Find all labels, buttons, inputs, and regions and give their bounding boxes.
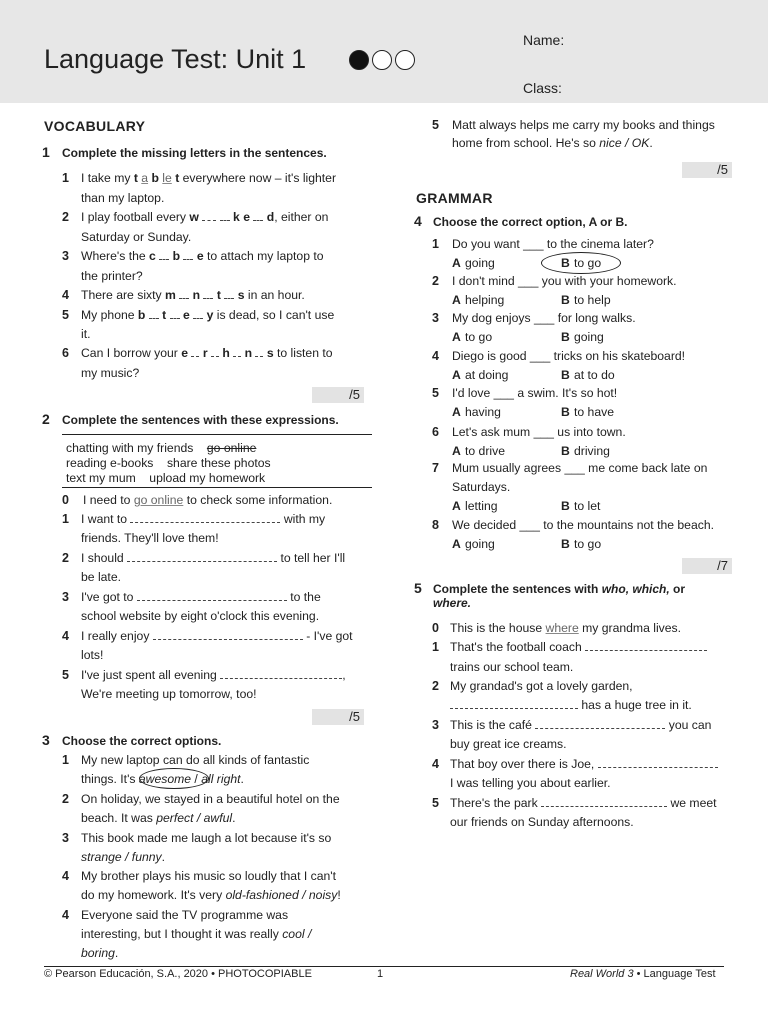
q1-item-line: home from school. He's so nice / OK. [452,136,653,150]
q4-item-number: 6 [432,425,439,439]
q3-item-number: 4 [62,908,69,922]
q4-option-b-letter: B [561,537,570,551]
q2-number: 2 [42,411,50,427]
q4-option-b-letter: B [561,368,570,382]
footer-page-number: 1 [377,968,384,980]
expression-box-bottom-rule [62,487,372,488]
q4-option-b: at to do [574,368,615,382]
q3-item-line: things. It's awesome / all right. [81,772,244,786]
q5-item-line: This is the café you can [450,718,712,732]
q3-item-line: strange / funny. [81,850,166,864]
q4-item-number: 2 [432,274,439,288]
q5-item-number: 1 [432,640,439,654]
q2-item-line: be late. [81,570,121,584]
q2-instruction: Complete the sentences with these expressions. [62,413,339,427]
level-dot-empty-icon [395,50,415,70]
q3-item-line: Everyone said the TV programme was [81,908,289,922]
q4-item-number: 4 [432,349,439,363]
q4-option-a-letter: A [452,499,461,513]
q4-item-question: I'd love ___ a swim. It's so hot! [452,386,618,400]
q2-item-line: I should to tell her I'll [81,551,346,565]
answer-circle [139,768,209,789]
q5-item-line: I was telling you about earlier. [450,776,611,790]
q5-item-line: My grandad's got a lovely garden, [450,679,633,693]
q4-item-number: 1 [432,237,439,251]
q4-item-question: Do you want ___ to the cinema later? [452,237,654,251]
q4-option-b-letter: B [561,444,570,458]
q4-option-a: going [465,537,495,551]
q4-option-a-letter: A [452,293,461,307]
q3-item-line: beach. It was perfect / awful. [81,811,236,825]
q5-item-line: has a huge tree in it. [450,698,692,712]
q5-item-line: That boy over there is Joe, [450,757,718,771]
q3-item-line: On holiday, we stayed in a beautiful hotel on the [81,792,340,806]
q1-item-line: My phone b t e y is dead, so I can't use [81,308,335,322]
expression-box-top-rule [62,434,372,435]
q5-item-line: our friends on Sunday afternoons. [450,815,634,829]
footer-rule [44,966,724,967]
q1-item-number: 5 [432,118,439,132]
q4-option-a-letter: A [452,330,461,344]
q3-item-number: 3 [62,831,69,845]
q5-item-line: trains our school team. [450,660,574,674]
q4-option-b-letter: B [561,330,570,344]
q2-item-number: 4 [62,629,69,643]
q1-item-line: the printer? [81,269,143,283]
q4-option-b: to have [574,405,614,419]
q5-item-line: This is the house where my grandma lives. [450,621,682,635]
q2-item-number: 2 [62,551,69,565]
q2-item-line: I've just spent all evening , [81,668,346,682]
q5-item-number: 2 [432,679,439,693]
q4-item-number: 3 [432,311,439,325]
q5-item-number: 4 [432,757,439,771]
q3-item-number: 4 [62,869,69,883]
q1-instruction: Complete the missing letters in the sentences. [62,146,327,160]
q4-option-b: going [574,330,604,344]
q5-item-number: 3 [432,718,439,732]
q4-option-b-letter: B [561,405,570,419]
q1-item-line: it. [81,327,91,341]
q3-item-line: boring. [81,946,119,960]
q4-option-a-letter: A [452,444,461,458]
footer-copyright: © Pearson Educación, S.A., 2020 • PHOTOCOPIABLE [44,968,312,980]
q4-option-a: at doing [465,368,509,382]
q4-option-b-letter: B [561,499,570,513]
q4-option-a: to go [465,330,493,344]
q1-score-box: /5 [312,387,364,403]
q1-item-line: Matt always helps me carry my books and things [452,118,715,132]
q5-number: 5 [414,580,422,596]
q5-item-number: 0 [432,621,439,635]
q1-item-line: Can I borrow your e r h n s to listen to [81,346,333,360]
q4-option-b-letter: B [561,256,570,270]
expression-line: text my mum upload my homework [66,471,266,485]
q5-item-line: There's the park we meet [450,796,717,810]
q4-option-a: helping [465,293,505,307]
q1-item-line: Saturday or Sunday. [81,230,192,244]
q4-item-number: 8 [432,518,439,532]
q2-item-number: 1 [62,512,69,526]
level-dot-filled-icon [349,50,369,70]
q4-option-a: letting [465,499,498,513]
q1-item-line: There are sixty m n t s in an hour. [81,288,305,302]
q4-option-a: having [465,405,501,419]
q2-item-line: I want to with my [81,512,326,526]
q1-item-number: 2 [62,210,69,224]
q4-option-a-letter: A [452,537,461,551]
q5-instruction: Complete the sentences with who, which, or [433,582,686,596]
q4-option-a: to drive [465,444,505,458]
q4-item-question: My dog enjoys ___ for long walks. [452,311,636,325]
q3-item-number: 1 [62,753,69,767]
name-label: Name: [523,32,565,48]
q2-item-line: I need to go online to check some information. [83,493,333,507]
q4-option-a-letter: A [452,256,461,270]
q1-item-number: 6 [62,346,69,360]
expression-line: reading e-books share these photos [66,456,271,470]
q4-option-b: to help [574,293,611,307]
q4-item-question: Mum usually agrees ___ me come back late on [452,461,708,475]
footer-series: Real World 3 • Language Test [570,968,716,980]
q2-item-line: school website by eight o'clock this evening. [81,609,320,623]
q1-item-line: my music? [81,366,140,380]
q4-item-number: 7 [432,461,439,475]
q3-item-line: My new laptop can do all kinds of fantastic [81,753,310,767]
q3-number: 3 [42,732,50,748]
vocabulary-heading: VOCABULARY [44,118,146,134]
q4-item-question: I don't mind ___ you with your homework. [452,274,677,288]
q4-item-question: Saturdays. [452,480,511,494]
q1-item-number: 4 [62,288,69,302]
q4-option-b: driving [574,444,610,458]
q4-option-b: to go [574,256,602,270]
q4-score-box: /7 [682,558,732,574]
expression-line: chatting with my friends go online [66,441,257,455]
q2-item-line: friends. They'll love them! [81,531,219,545]
q1-number: 1 [42,144,50,160]
q4-instruction: Choose the correct option, A or B. [433,215,628,229]
q4-option-b-letter: B [561,293,570,307]
q1-right-score-box: /5 [682,162,732,178]
q2-score-box: /5 [312,709,364,725]
q2-item-number: 5 [62,668,69,682]
q1-item-number: 5 [62,308,69,322]
q1-item-line: I take my t a b le t everywhere now – it's lighter [81,171,337,185]
q3-item-number: 2 [62,792,69,806]
q4-option-a-letter: A [452,405,461,419]
q2-item-line: lots! [81,648,104,662]
q5-item-line: That's the football coach [450,640,707,654]
q3-item-line: interesting, but I thought it was really cool / [81,927,312,941]
grammar-heading: GRAMMAR [416,190,493,206]
q3-item-line: My brother plays his music so loudly that I can't [81,869,336,883]
q1-item-number: 3 [62,249,69,263]
q1-item-line: than my laptop. [81,191,165,205]
q2-item-number: 0 [62,493,69,507]
q4-item-number: 5 [432,386,439,400]
q1-item-number: 1 [62,171,69,185]
page-title: Language Test: Unit 1 [44,44,307,74]
class-label: Class: [523,80,562,96]
q4-item-question: We decided ___ to the mountains not the beach. [452,518,714,532]
q4-item-question: Let's ask mum ___ us into town. [452,425,626,439]
q2-item-line: I've got to to the [81,590,321,604]
q5-item-line: buy great ice creams. [450,737,567,751]
q4-option-b: to let [574,499,601,513]
q4-number: 4 [414,213,422,229]
level-dot-empty-icon [372,50,392,70]
q5-item-number: 5 [432,796,439,810]
q4-option-a: going [465,256,495,270]
q3-instruction: Choose the correct options. [62,734,222,748]
q2-item-line: I really enjoy - I've got [81,629,353,643]
q1-item-line: I play football every w k e d, either on [81,210,329,224]
level-indicator [349,50,415,70]
q2-item-line: We're meeting up tomorrow, too! [81,687,257,701]
q5-instruction-cont: where. [433,596,472,610]
q1-item-line: Where's the c b e to attach my laptop to [81,249,324,263]
answer-circle [541,252,621,274]
header-band [0,0,768,103]
q3-item-line: This book made me laugh a lot because it's so [81,831,332,845]
q4-item-question: Diego is good ___ tricks on his skateboard! [452,349,686,363]
q2-item-number: 3 [62,590,69,604]
q4-option-b: to go [574,537,602,551]
q4-option-a-letter: A [452,368,461,382]
q3-item-line: do my homework. It's very old-fashioned / noisy! [81,888,341,902]
